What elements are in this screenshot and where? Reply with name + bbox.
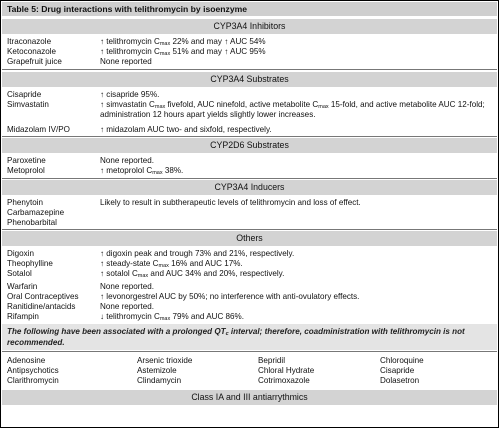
drug-name: Sotalol: [7, 269, 32, 278]
drug-effect: ↑ telithromycin $C_{max}$ 51% and may ↑ AUC 95%: [100, 47, 266, 57]
qt-drug: Cisapride: [380, 366, 415, 375]
drug-effect: ↑ metoprolol $C_{max}$ 38%.: [100, 166, 184, 176]
drug-name: Paroxetine: [7, 156, 46, 165]
drug-effect: None reported: [100, 57, 152, 66]
drug-effect: None reported.: [100, 156, 154, 165]
drug-name: Cisapride: [7, 90, 42, 99]
drug-name: Warfarin: [7, 282, 38, 291]
qt-drug: Dolasetron: [380, 376, 420, 385]
divider: [2, 69, 497, 70]
drug-name: Theophylline: [7, 259, 53, 268]
divider: [2, 178, 497, 179]
drug-effect: ↑ steady-state $C_{max}$ 16% and AUC 17%.: [100, 259, 243, 269]
drug-effect: ↑ sotalol $C_{max}$ and AUC 34% and 20%, respectively.: [100, 269, 285, 279]
drug-name: Simvastatin: [7, 100, 49, 109]
drug-effect: ↑ telithromycin $C_{max}$ 22% and may ↑ AUC 54%: [100, 37, 266, 47]
drug-name: Midazolam IV/PO: [7, 125, 70, 134]
drug-effect: ↑ digoxin peak and trough 73% and 21%, respectively.: [100, 249, 295, 258]
divider: [2, 351, 497, 352]
drug-name: Rifampin: [7, 312, 39, 321]
qt-drug: Chloroquine: [380, 356, 424, 365]
drug-name: Ranitidine/antacids: [7, 302, 76, 311]
qt-prolongation-note: The following have been associated with a prolonged $QT_c$ interval; therefore, coadministration with telithromycin is not recommended.: [7, 327, 465, 347]
qt-drug: Cotrimoxazole: [258, 376, 310, 385]
drug-name: Ketoconazole: [7, 47, 57, 56]
drug-effect: ↑ levonorgestrel AUC by 50%; no interference with anti-ovulatory effects.: [100, 292, 360, 301]
section-header-cyp3a4-inhibitors: CYP3A4 Inhibitors: [2, 19, 497, 34]
drug-effect: ↑ midazolam AUC two- and sixfold, respectively.: [100, 125, 272, 134]
qt-drug: Adenosine: [7, 356, 46, 365]
table-title: Table 5: Drug interactions with telithromycin by isoenzyme: [2, 2, 497, 16]
qt-drug: Antipsychotics: [7, 366, 59, 375]
section-header-others: Others: [2, 231, 497, 246]
qt-drug: Chloral Hydrate: [258, 366, 315, 375]
drug-name: Metoprolol: [7, 166, 45, 175]
drug-effect: ↓ telithromycin $C_{max}$ 79% and AUC 86%.: [100, 312, 245, 322]
divider: [2, 229, 497, 230]
qt-drug: Astemizole: [137, 366, 177, 375]
drug-effect: ↑ simvastatin $C_{max}$ fivefold, AUC ninefold, active metabolite $C_{max}$ 15-fold, and active metabolite AUC 12-fold; administration 12 hours apart yields slightly lower increases.: [100, 100, 485, 119]
qt-drug: Clindamycin: [137, 376, 182, 385]
section-header-class-ia-iii: Class IA and III antiarrythmics: [2, 390, 497, 405]
section-header-cyp3a4-substrates: CYP3A4 Substrates: [2, 72, 497, 87]
qt-drug: Clarithromycin: [7, 376, 59, 385]
drug-name: Oral Contraceptives: [7, 292, 79, 301]
drug-effect: None reported.: [100, 282, 154, 291]
qt-drug: Bepridil: [258, 356, 285, 365]
drug-effect: ↑ cisapride 95%.: [100, 90, 160, 99]
section-header-cyp2d6-substrates: CYP2D6 Substrates: [2, 138, 497, 153]
drug-name: Grapefruit juice: [7, 57, 62, 66]
drug-effect: Likely to result in subtherapeutic levels of telithromycin and loss of effect.: [100, 198, 361, 207]
drug-name: Phenobarbital: [7, 218, 57, 227]
drug-name: Carbamazepine: [7, 208, 65, 217]
section-header-cyp3a4-inducers: CYP3A4 Inducers: [2, 180, 497, 195]
drug-name: Digoxin: [7, 249, 34, 258]
drug-name: Phenytoin: [7, 198, 43, 207]
drug-effect: None reported.: [100, 302, 154, 311]
divider: [2, 136, 497, 137]
drug-name: Itraconazole: [7, 37, 52, 46]
qt-drug: Arsenic trioxide: [137, 356, 193, 365]
